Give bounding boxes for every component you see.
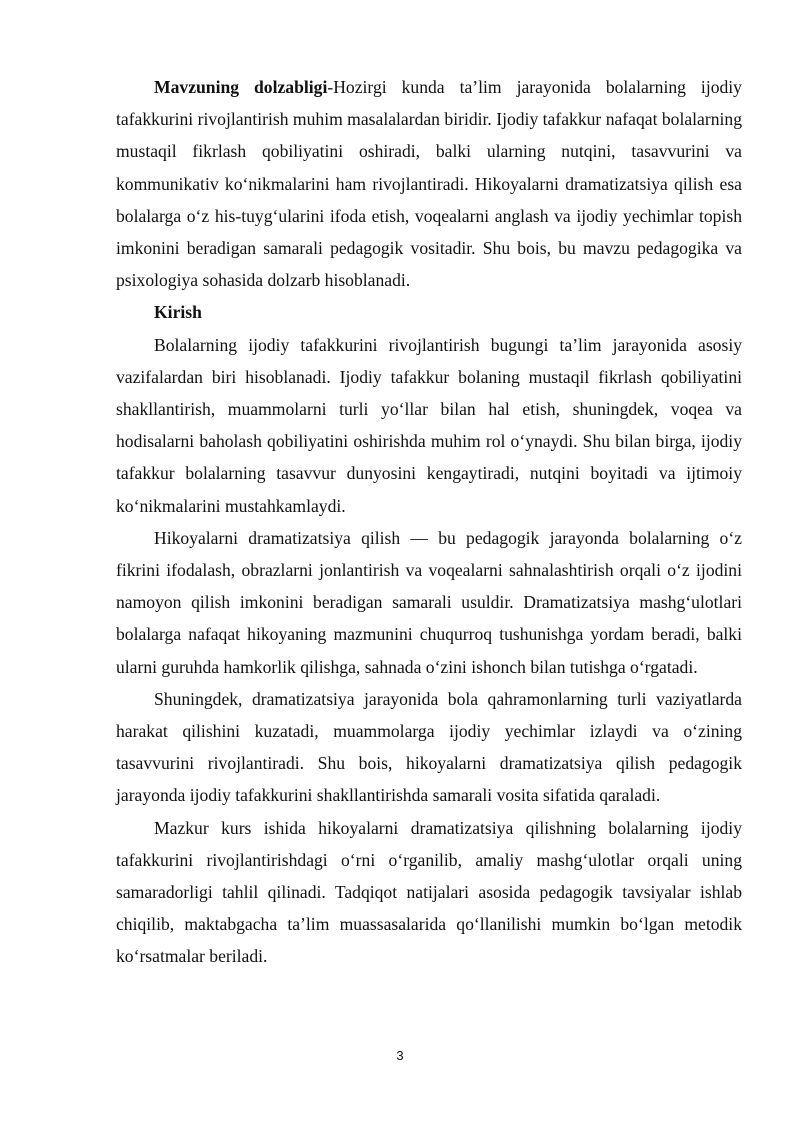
body-paragraph: Mazkur kurs ishida hikoyalarni dramatizatsiya qilishning bolalarning ijodiy tafakkurini rivojlantirishdagi o‘rni o‘rganilib, amaliy mashg‘ulotlar orqali uning samaradorligi tahlil qilinadi. Tadqiqot natijalari asosida pedagogik tavsiyalar ishlab chiqilib, maktabgacha ta’lim muassasalarida qo‘llanilishi mumkin bo‘lgan metodik ko‘rsatmalar beriladi. (116, 817, 742, 967)
relevance-lead: Mavzuning dolzabligi (154, 77, 328, 97)
body-paragraph: Shuningdek, dramatizatsiya jarayonida bola qahramonlarning turli vaziyatlarda harakat qilishini kuzatadi, muammolarga ijodiy yechimlar izlaydi va o‘zining tasavvurini rivojlantiradi. Shu bois, hikoyalarni dramatizatsiya qilish pedagogik jarayonda ijodiy tafakkurini shakllantirishda samarali vosita sifatida qaraladi. (116, 688, 742, 806)
page-number: 3 (396, 1048, 404, 1063)
body-paragraph: Hikoyalarni dramatizatsiya qilish — bu pedagogik jarayonda bolalarning o‘z fikrini ifodalash, obrazlarni jonlantirish va voqealarni sahnalashtirish orqali o‘z ijodini namoyon qilish imkonini beradigan samarali usuldir. Dramatizatsiya mashg‘ulotlari bolalarga nafaqat hikoyaning mazmunini chuqurroq tushunishga yordam beradi, balki ularni guruhda hamkorlik qilishga, sahnada o‘zini ishonch bilan tutishga o‘rgatadi. (116, 527, 742, 677)
relevance-paragraph (116, 71, 742, 296)
document-page (116, 71, 742, 973)
section-heading: Kirish (154, 302, 202, 323)
body-paragraph: Bolalarning ijodiy tafakkurini rivojlantirish bugungi ta’lim jarayonida asosiy vazifalardan biri hisoblanadi. Ijodiy tafakkur bolaning mustaqil fikrlash qobiliyatini shakllantirish, muammolarni turli yo‘llar bilan hal etish, shuningdek, voqea va hodisalarni baholash qobiliyatini oshirishda muhim rol o‘ynaydi. Shu bilan birga, ijodiy tafakkur bolalarning tasavvur dunyosini kengaytiradi, nutqini boyitadi va ijtimoiy ko‘nikmalarini mustahkamlaydi. (116, 334, 742, 516)
relevance-text: -Hozirgi kunda ta’lim jarayonida bolalarning ijodiy tafakkurini rivojlantirish muhim masalalardan biridir. Ijodiy tafakkur nafaqat bolalarning mustaqil fikrlash qobiliyatini oshiradi, balki ularning nutqini, tasavvurini va kommunikativ ko‘nikmalarini ham rivojlantiradi. Hikoyalarni dramatizatsiya qilish esa bolalarga o‘z his-tuyg‘ularini ifoda etish, voqealarni anglash va ijodiy yechimlar topish imkonini beradigan samarali pedagogik vositadir. Shu bois, bu mavzu pedagogika va psixologiya sohasida dolzarb hisoblanadi. (116, 77, 742, 291)
